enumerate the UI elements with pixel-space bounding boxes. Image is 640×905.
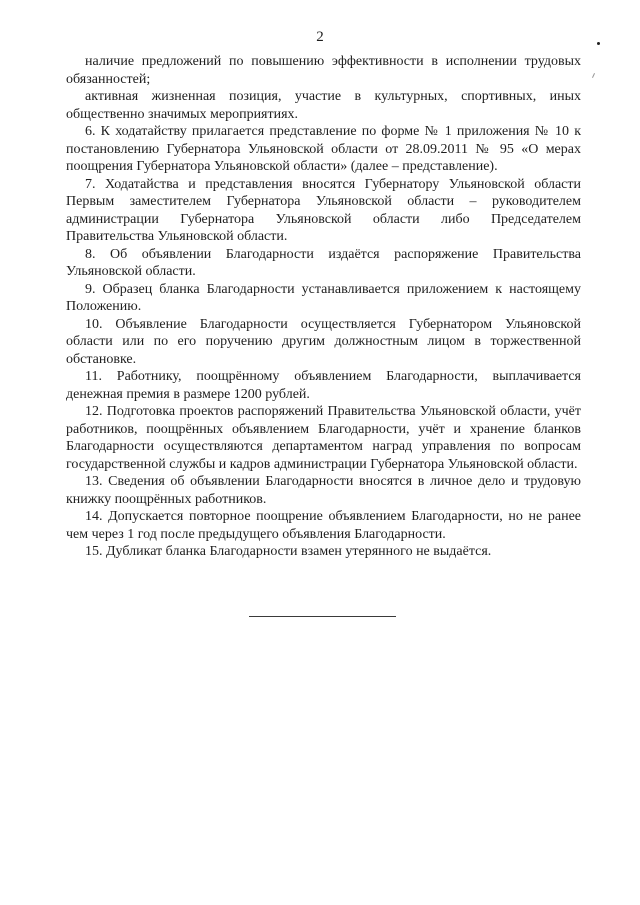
paragraph-12: 12. Подготовка проектов распоряжений Правительства Ульяновской области, учёт работников, поощрённых объявлением Благодарности, учёт и хранение бланков Благодарности осуществляются департаментом наград управления по вопросам государственной службы и кадров администрации Губернатора Ульяновской области. [66, 404, 581, 472]
paragraph-8: 8. Об объявлении Благодарности издаётся распоряжение Правительства Ульяновской области. [66, 246, 581, 279]
end-separator-line [249, 616, 396, 617]
scan-speck [597, 42, 600, 45]
paragraph-criterion-proposals: наличие предложений по повышению эффективности в исполнении трудовых обязанностей; [66, 54, 581, 87]
paragraph-7: 7. Ходатайства и представления вносятся Губернатору Ульяновской области Первым заместителем Губернатора Ульяновской области – руководителем администрации Губернатора Ульяновской области либо Председателем Правительства Ульяновской области. [66, 176, 581, 244]
document-body [66, 53, 581, 561]
paragraph-9: 9. Образец бланка Благодарности устанавливается приложением к настоящему Положению. [66, 281, 581, 314]
page-number: 2 [316, 29, 324, 45]
paragraph-13: 13. Сведения об объявлении Благодарности вносятся в личное дело и трудовую книжку поощрённых работников. [66, 474, 581, 507]
paragraph-criterion-activity: активная жизненная позиция, участие в культурных, спортивных, иных общественно значимых мероприятиях. [66, 89, 581, 122]
scan-mark [592, 73, 595, 78]
paragraph-14: 14. Допускается повторное поощрение объявлением Благодарности, но не ранее чем через 1 год после предыдущего объявления Благодарности. [66, 509, 581, 542]
paragraph-6: 6. К ходатайству прилагается представление по форме № 1 приложения № 10 к постановлению Губернатора Ульяновской области от 28.09.2011 № 95 «О мерах поощрения Губернатора Ульяновской области» (далее – представление). [66, 124, 581, 174]
paragraph-11: 11. Работнику, поощрённому объявлением Благодарности, выплачивается денежная премия в размере 1200 рублей. [66, 369, 581, 402]
paragraph-10: 10. Объявление Благодарности осуществляется Губернатором Ульяновской области или по его поручению другим должностным лицом в торжественной обстановке. [66, 316, 581, 367]
paragraph-15: 15. Дубликат бланка Благодарности взамен утерянного не выдаётся. [85, 544, 492, 559]
